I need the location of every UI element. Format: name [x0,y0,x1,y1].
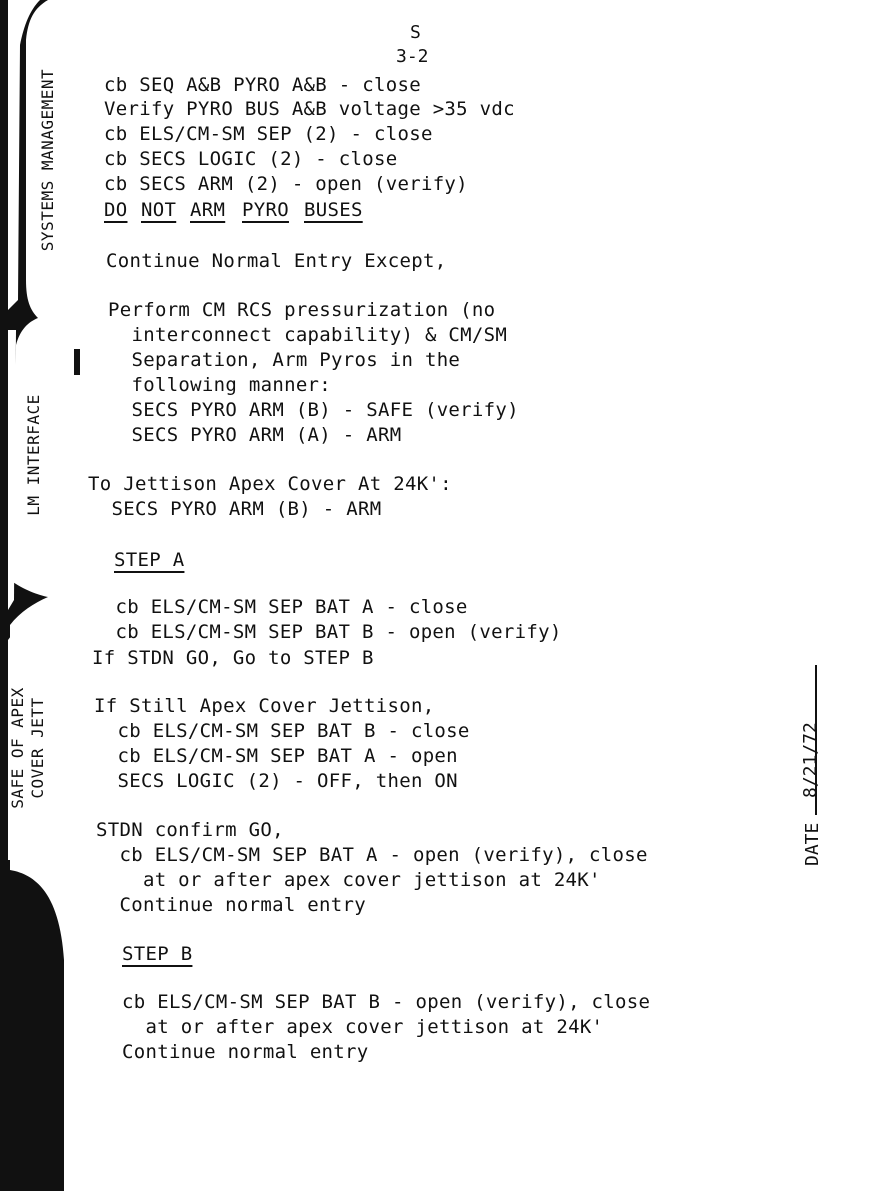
checklist-line: cb ELS/CM-SM SEP BAT B - close [94,720,470,742]
checklist-line: Continue normal entry [96,894,366,916]
tab-safe-of-apex-line1: SAFE OF APEX [8,687,27,809]
checklist-line: cb ELS/CM-SM SEP BAT B - open (verify) [92,621,562,643]
tab-safe-of-apex-cover-jett[interactable] [8,683,48,813]
checklist-line: Continue Normal Entry Except, [106,250,447,272]
tab-lm-interface-label: LM INTERFACE [24,394,43,516]
warning-word: BUSES [304,199,363,221]
tab-systems-management-label: SYSTEMS MANAGEMENT [38,68,57,252]
checklist-line: at or after apex cover jettison at 24K' [96,869,601,891]
page-number: 3-2 [396,46,429,67]
date-value: 8/21/72 [800,722,821,798]
change-bar [74,349,80,375]
checklist-line: STDN confirm GO, [96,819,284,841]
checklist-line: interconnect capability) & CM/SM [108,324,508,346]
checklist-line: To Jettison Apex Cover At 24K': [88,473,452,495]
checklist-line: cb ELS/CM-SM SEP BAT B - open (verify), close [122,991,651,1013]
checklist-line: SECS PYRO ARM (B) - ARM [88,498,382,520]
checklist-line: cb ELS/CM-SM SEP BAT A - close [92,596,468,618]
warning-word: NOT [141,199,177,221]
tab-systems-management[interactable] [38,60,58,260]
checklist-line: SECS LOGIC (2) - OFF, then ON [94,770,458,792]
checklist-line: cb ELS/CM-SM SEP BAT A - open (verify), close [96,844,648,866]
checklist-line: Verify PYRO BUS A&B voltage >35 vdc [104,98,515,120]
step-a-heading: STEP A [114,549,185,571]
step-b-heading: STEP B [122,943,193,965]
checklist-line: cb ELS/CM-SM SEP BAT A - open [94,745,458,767]
checklist-line: Separation, Arm Pyros in the [108,349,461,371]
checklist-line: SECS PYRO ARM (B) - SAFE (verify) [108,399,519,421]
section-letter: S [410,22,421,43]
date-label: DATE [802,822,823,866]
checklist-line: If STDN GO, Go to STEP B [92,647,374,669]
warning-word: DO [104,199,128,221]
tab-lm-interface[interactable] [24,385,44,525]
checklist-line: at or after apex cover jettison at 24K' [122,1016,604,1038]
warning-word: ARM [190,199,226,221]
checklist-line: Continue normal entry [122,1041,369,1063]
tab-safe-of-apex-line2: COVER JETT [28,697,47,799]
checklist-line: cb SECS LOGIC (2) - close [104,148,398,170]
checklist-line: Perform CM RCS pressurization (no [108,299,496,321]
checklist-line: If Still Apex Cover Jettison, [94,695,435,717]
checklist-line: cb ELS/CM-SM SEP (2) - close [104,123,433,145]
checklist-line: cb SECS ARM (2) - open (verify) [104,173,468,195]
warning-word: PYRO [242,199,289,221]
checklist-line: following manner: [108,374,332,396]
checklist-line: cb SEQ A&B PYRO A&B - close [104,74,421,96]
checklist-line: SECS PYRO ARM (A) - ARM [108,424,402,446]
